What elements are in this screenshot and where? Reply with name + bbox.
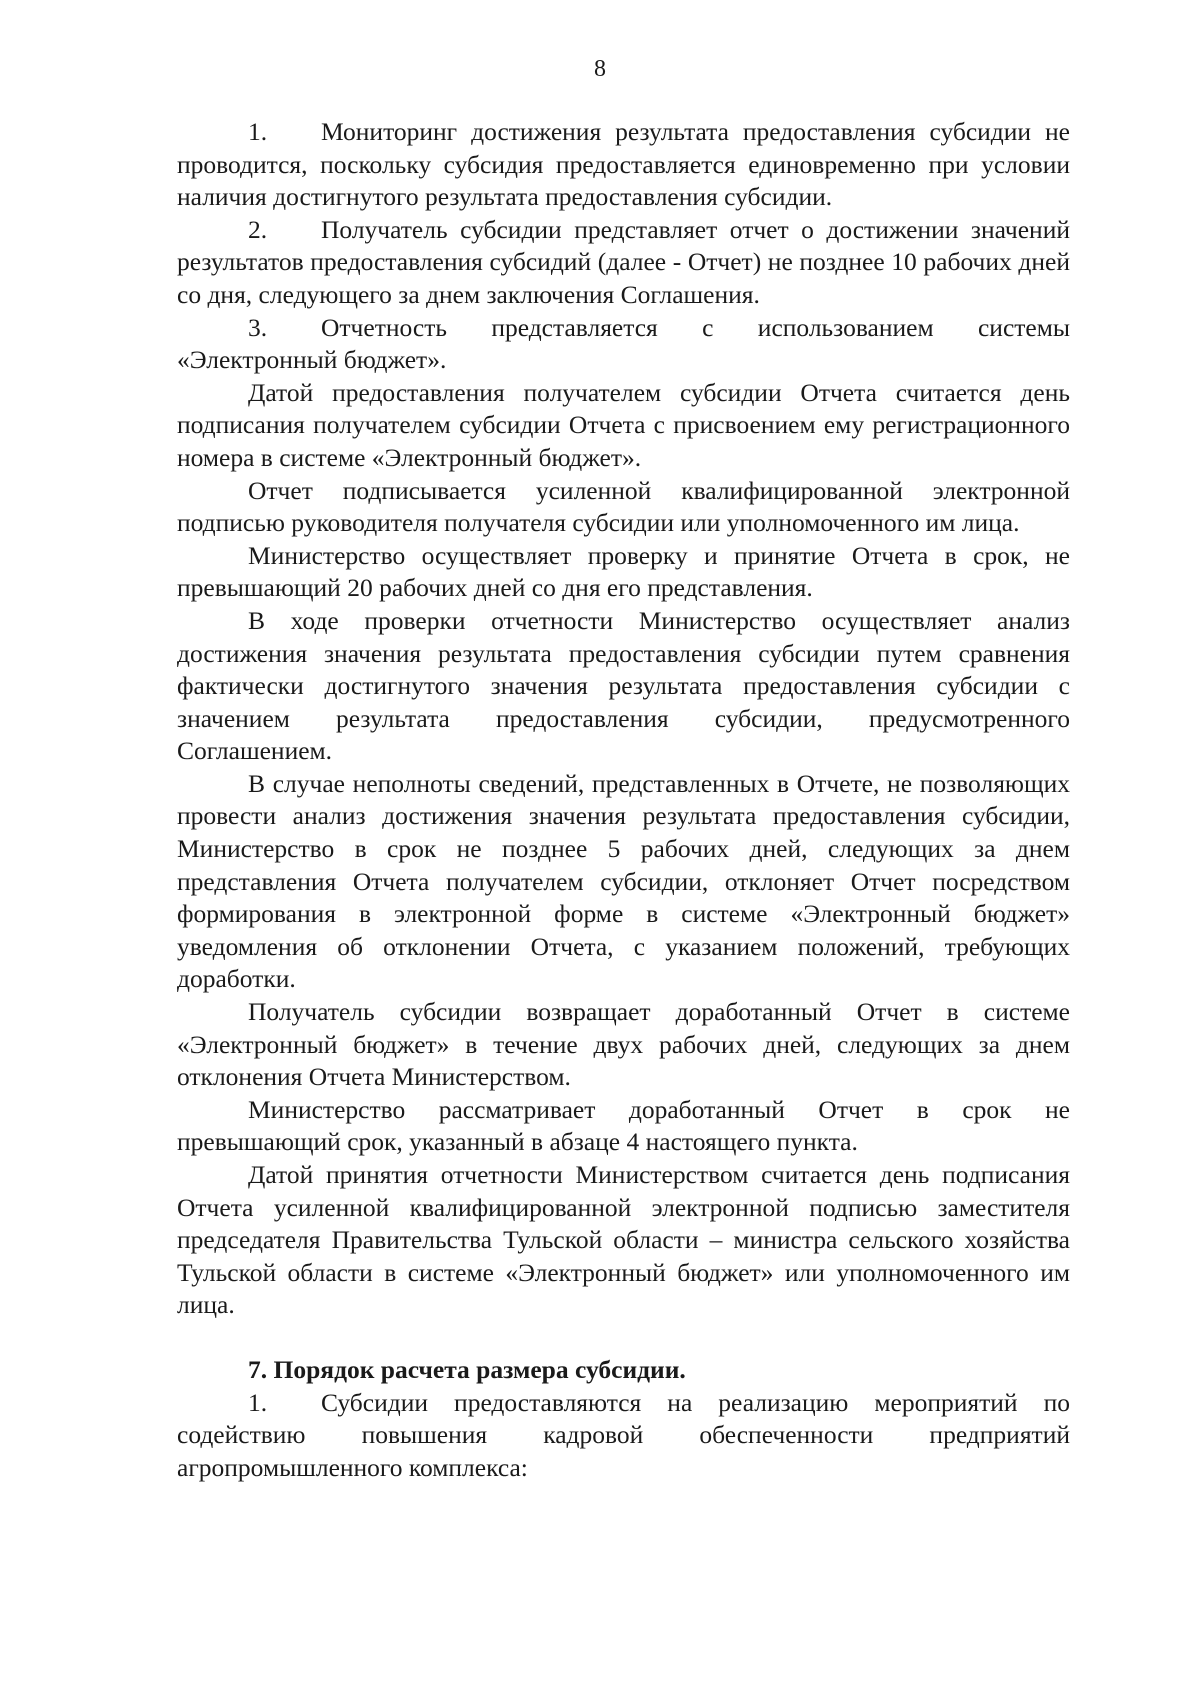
body-paragraphs xyxy=(177,116,1070,1322)
paragraph-report-signature: Отчет подписывается усиленной квалифицированной электронной подписью руководителя получателя субсидии или уполномоченного им лица. xyxy=(177,475,1070,538)
paragraph-text: Мониторинг достижения результата предоставления субсидии не проводится, поскольку субсидия предоставляется единовременно при условии наличия достигнутого результата предоставления субсидии. xyxy=(177,117,1070,212)
paragraph-text: Субсидии предоставляются на реализацию мероприятий по содействию повышения кадровой обеспеченности предприятий агропромышленного комплекса: xyxy=(177,1387,1070,1482)
paragraph-acceptance-date: Датой принятия отчетности Министерством считается день подписания Отчета усиленной квалифицированной электронной подписью заместителя председателя Правительства Тульской области – министра сельского хозяйства Тульской области в системе «Электронный бюджет» или уполномоченного им лица. xyxy=(177,1160,1070,1320)
paragraph-text: Отчетность представляется с использованием системы «Электронный бюджет». xyxy=(177,312,1070,375)
paragraph-number: 1. xyxy=(248,117,268,146)
paragraph-analysis: В ходе проверки отчетности Министерство осуществляет анализ достижения значения результата предоставления субсидии путем сравнения фактически достигнутого значения результата предоставления субсидии с значением результата предоставления субсидии, предусмотренного Соглашением. xyxy=(177,605,1070,766)
paragraph-ministry-check: Министерство осуществляет проверку и принятие Отчета в срок, не превышающий 20 рабочих дней со дня его представления. xyxy=(177,540,1070,603)
paragraph-text: Получатель субсидии представляет отчет о достижении значений результатов предоставления субсидий (далее - Отчет) не позднее 10 рабочих дней со дня, следующего за днем заключения Соглашения. xyxy=(177,214,1070,309)
paragraph-report-date: Датой предоставления получателем субсидии Отчета считается день подписания получателем субсидии Отчета с присвоением ему регистрационного номера в системе «Электронный бюджет». xyxy=(177,377,1070,472)
paragraph-review: Министерство рассматривает доработанный Отчет в срок не превышающий срок, указанный в абзаце 4 настоящего пункта. xyxy=(177,1094,1070,1157)
paragraph-number: 1. xyxy=(248,1387,268,1417)
paragraph-1 xyxy=(177,116,1070,214)
section-title: 7. Порядок расчета размера субсидии. xyxy=(248,1354,686,1384)
page-number: 8 xyxy=(594,56,606,82)
paragraph-rejection: В случае неполноты сведений, представленных в Отчете, не позволяющих провести анализ достижения значения результата предоставления субсидии, Министерство в срок не позднее 5 рабочих дней, следующих за днем представления Отчета получателем субсидии, отклоняет Отчет посредством формирования в электронной форме в системе «Электронный бюджет» уведомления об отклонении Отчета, с указанием положений, требующих доработки. xyxy=(177,768,1070,994)
section-paragraph-1 xyxy=(177,1387,1070,1485)
paragraph-2 xyxy=(177,214,1070,312)
paragraph-return: Получатель субсидии возвращает доработанный Отчет в системе «Электронный бюджет» в течение двух рабочих дней, следующих за днем отклонения Отчета Министерством. xyxy=(177,997,1070,1092)
paragraph-number: 3. xyxy=(248,312,268,342)
paragraph-number: 2. xyxy=(248,214,268,244)
paragraph-3 xyxy=(177,312,1070,377)
